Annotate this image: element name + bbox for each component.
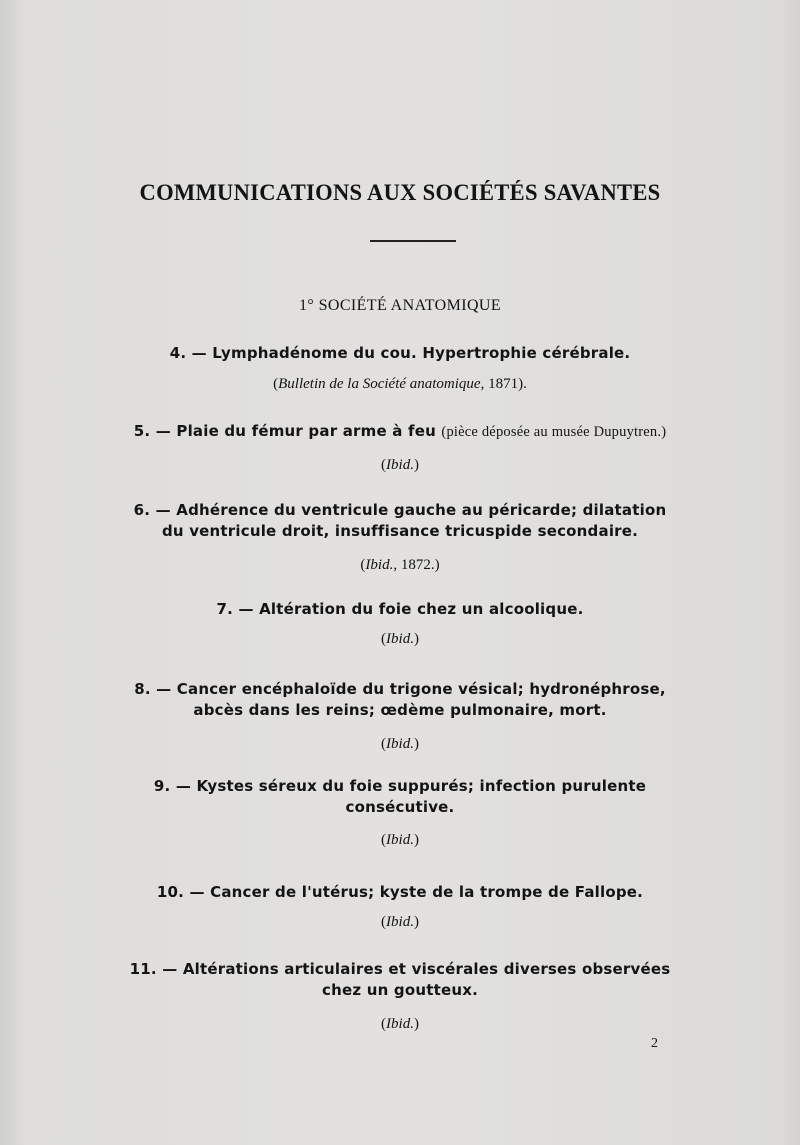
entry-heading <box>0 421 800 443</box>
entry-heading <box>0 500 800 521</box>
entry-number: 4. — <box>169 344 207 362</box>
entry-heading <box>0 679 800 700</box>
entry-source: (Ibid.) <box>381 457 419 473</box>
entry-8 <box>0 679 800 754</box>
entry-title: Altération du foie chez un alcoolique. <box>259 600 584 618</box>
entry-title: Plaie du fémur par arme à feu <box>176 422 436 440</box>
entry-title: Cancer de l'utérus; kyste de la trompe de Fallope. <box>210 883 644 901</box>
entry-source: (Ibid.) <box>381 736 419 752</box>
entry-heading <box>0 776 800 797</box>
entry-number: 7. — <box>216 600 254 618</box>
entry-title-line2: chez un goutteux. <box>322 981 478 999</box>
entry-source: (Ibid., 1872.) <box>360 557 440 573</box>
section-heading: 1° SOCIÉTÉ ANATOMIQUE <box>298 297 502 314</box>
entry-source: (Ibid.) <box>381 914 419 930</box>
entry-note: (pièce déposée au musée Dupuytren.) <box>441 424 667 440</box>
entry-11 <box>0 959 800 1034</box>
entry-source: (Ibid.) <box>381 832 419 848</box>
page-title: COMMUNICATIONS AUX SOCIÉTÉS SAVANTES <box>139 180 661 205</box>
entry-heading <box>0 882 800 903</box>
title-rule <box>370 240 456 242</box>
entry-number: 9. — <box>153 777 192 795</box>
entry-5 <box>0 421 800 475</box>
entry-title-line2: abcès dans les reins; œdème pulmonaire, mort. <box>193 701 607 719</box>
entry-number: 10. — <box>156 883 205 901</box>
entry-title-line1: Kystes séreux du foie suppurés; infection purulente <box>196 777 647 795</box>
entry-number: 8. — <box>134 680 172 698</box>
entry-source: (Bulletin de la Société anatomique, 1871). <box>273 376 527 392</box>
entry-number: 5. — <box>133 422 171 440</box>
entry-number: 11. — <box>129 960 178 978</box>
page-number: 2 <box>651 1036 658 1051</box>
entry-10 <box>0 882 800 932</box>
entry-6 <box>0 500 800 575</box>
entry-heading <box>0 599 800 620</box>
entry-title-line1: Cancer encéphaloïde du trigone vésical; hydronéphrose, <box>176 680 666 698</box>
entry-9 <box>0 776 800 850</box>
entry-title-line1: Altérations articulaires et viscérales diverses observées <box>182 960 671 978</box>
entry-title: Lymphadénome du cou. Hypertrophie cérébrale. <box>212 344 631 362</box>
entry-title-line1: Adhérence du ventricule gauche au péricarde; dilatation <box>176 501 667 519</box>
entry-7 <box>0 599 800 649</box>
entry-title-line2: du ventricule droit, insuffisance tricuspide secondaire. <box>161 522 639 540</box>
entry-source: (Ibid.) <box>381 1016 419 1032</box>
entry-heading <box>0 959 800 980</box>
entry-title-line2: consécutive. <box>345 798 455 816</box>
entry-4 <box>0 343 800 394</box>
entry-source: (Ibid.) <box>381 631 419 647</box>
entry-number: 6. — <box>133 501 171 519</box>
entry-heading <box>0 343 800 364</box>
